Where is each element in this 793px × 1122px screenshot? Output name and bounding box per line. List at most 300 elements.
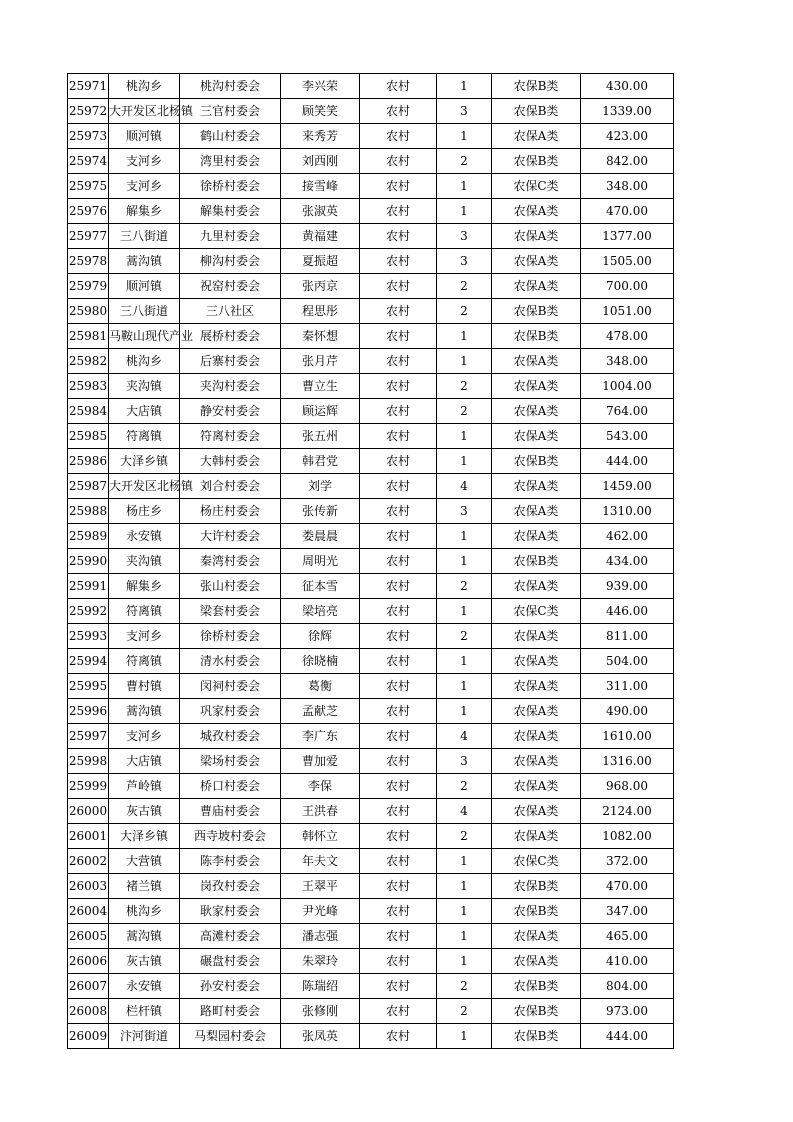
amount-cell: 372.00 — [581, 849, 674, 874]
record-id-cell: 25991 — [68, 574, 109, 599]
person-name-cell: 徐晓楠 — [281, 649, 360, 674]
table-body — [68, 74, 674, 1049]
category-cell: 农保B类 — [492, 549, 581, 574]
record-id-cell: 26005 — [68, 924, 109, 949]
category-cell: 农保A类 — [492, 224, 581, 249]
table-row — [68, 524, 674, 549]
residence-type-cell: 农村 — [360, 874, 437, 899]
village-committee-cell: 曹庙村委会 — [180, 799, 281, 824]
table-row — [68, 899, 674, 924]
person-name-cell: 梁培亮 — [281, 599, 360, 624]
person-name-cell: 程思彤 — [281, 299, 360, 324]
village-committee-cell: 梁场村委会 — [180, 749, 281, 774]
amount-cell: 1310.00 — [581, 499, 674, 524]
residence-type-cell: 农村 — [360, 324, 437, 349]
township-cell: 支河乡 — [109, 624, 180, 649]
amount-cell: 1004.00 — [581, 374, 674, 399]
residence-type-cell: 农村 — [360, 74, 437, 99]
amount-cell: 311.00 — [581, 674, 674, 699]
residence-type-cell: 农村 — [360, 824, 437, 849]
person-name-cell: 葛衡 — [281, 674, 360, 699]
record-id-cell: 25998 — [68, 749, 109, 774]
household-count-cell: 3 — [437, 99, 492, 124]
table-row — [68, 749, 674, 774]
amount-cell: 764.00 — [581, 399, 674, 424]
record-id-cell: 25974 — [68, 149, 109, 174]
residence-type-cell: 农村 — [360, 199, 437, 224]
record-id-cell: 26004 — [68, 899, 109, 924]
category-cell: 农保C类 — [492, 599, 581, 624]
household-count-cell: 1 — [437, 874, 492, 899]
category-cell: 农保B类 — [492, 149, 581, 174]
amount-cell: 410.00 — [581, 949, 674, 974]
record-id-cell: 25986 — [68, 449, 109, 474]
record-id-cell: 25977 — [68, 224, 109, 249]
category-cell: 农保B类 — [492, 324, 581, 349]
person-name-cell: 韩怀立 — [281, 824, 360, 849]
person-name-cell: 王洪春 — [281, 799, 360, 824]
category-cell: 农保A类 — [492, 949, 581, 974]
household-count-cell: 1 — [437, 199, 492, 224]
person-name-cell: 王翠平 — [281, 874, 360, 899]
amount-cell: 434.00 — [581, 549, 674, 574]
record-id-cell: 26006 — [68, 949, 109, 974]
table-row — [68, 999, 674, 1024]
record-id-cell: 25979 — [68, 274, 109, 299]
amount-cell: 804.00 — [581, 974, 674, 999]
village-committee-cell: 巩家村委会 — [180, 699, 281, 724]
residence-type-cell: 农村 — [360, 449, 437, 474]
person-name-cell: 曹加爱 — [281, 749, 360, 774]
table-row — [68, 274, 674, 299]
category-cell: 农保B类 — [492, 899, 581, 924]
table-row — [68, 324, 674, 349]
table-row — [68, 474, 674, 499]
residence-type-cell: 农村 — [360, 599, 437, 624]
amount-cell: 444.00 — [581, 1024, 674, 1049]
table-row — [68, 824, 674, 849]
village-committee-cell: 祝窑村委会 — [180, 274, 281, 299]
township-cell: 褚兰镇 — [109, 874, 180, 899]
category-cell: 农保B类 — [492, 999, 581, 1024]
amount-cell: 1459.00 — [581, 474, 674, 499]
household-count-cell: 2 — [437, 624, 492, 649]
amount-cell: 430.00 — [581, 74, 674, 99]
category-cell: 农保A类 — [492, 424, 581, 449]
person-name-cell: 张传新 — [281, 499, 360, 524]
amount-cell: 973.00 — [581, 999, 674, 1024]
category-cell: 农保A类 — [492, 349, 581, 374]
township-cell: 大店镇 — [109, 749, 180, 774]
person-name-cell: 徐辉 — [281, 624, 360, 649]
household-count-cell: 2 — [437, 974, 492, 999]
village-committee-cell: 碾盘村委会 — [180, 949, 281, 974]
record-id-cell: 25985 — [68, 424, 109, 449]
person-name-cell: 征本雪 — [281, 574, 360, 599]
record-id-cell: 25976 — [68, 199, 109, 224]
record-id-cell: 25992 — [68, 599, 109, 624]
township-cell: 马鞍山现代产业 — [109, 324, 180, 349]
person-name-cell: 秦怀想 — [281, 324, 360, 349]
township-cell: 支河乡 — [109, 149, 180, 174]
table-row — [68, 724, 674, 749]
township-cell: 蒿沟镇 — [109, 924, 180, 949]
category-cell: 农保B类 — [492, 974, 581, 999]
record-id-cell: 26001 — [68, 824, 109, 849]
table-row — [68, 774, 674, 799]
table-row — [68, 124, 674, 149]
residence-type-cell: 农村 — [360, 949, 437, 974]
table-row — [68, 949, 674, 974]
person-name-cell: 黄福建 — [281, 224, 360, 249]
residence-type-cell: 农村 — [360, 224, 437, 249]
household-count-cell: 4 — [437, 799, 492, 824]
residence-type-cell: 农村 — [360, 524, 437, 549]
table-row — [68, 699, 674, 724]
township-cell: 符离镇 — [109, 424, 180, 449]
table-row — [68, 1024, 674, 1049]
record-id-cell: 25981 — [68, 324, 109, 349]
category-cell: 农保A类 — [492, 749, 581, 774]
township-cell: 大泽乡镇 — [109, 824, 180, 849]
residence-type-cell: 农村 — [360, 974, 437, 999]
township-cell: 三八街道 — [109, 224, 180, 249]
person-name-cell: 李广东 — [281, 724, 360, 749]
residence-type-cell: 农村 — [360, 849, 437, 874]
category-cell: 农保B类 — [492, 1024, 581, 1049]
village-committee-cell: 桥口村委会 — [180, 774, 281, 799]
category-cell: 农保C类 — [492, 849, 581, 874]
household-count-cell: 2 — [437, 824, 492, 849]
household-count-cell: 1 — [437, 899, 492, 924]
residence-type-cell: 农村 — [360, 724, 437, 749]
household-count-cell: 2 — [437, 399, 492, 424]
household-count-cell: 1 — [437, 174, 492, 199]
amount-cell: 348.00 — [581, 349, 674, 374]
record-id-cell: 25994 — [68, 649, 109, 674]
person-name-cell: 来秀芳 — [281, 124, 360, 149]
category-cell: 农保A类 — [492, 724, 581, 749]
record-id-cell: 25997 — [68, 724, 109, 749]
table-row — [68, 799, 674, 824]
village-committee-cell: 徐桥村委会 — [180, 174, 281, 199]
table-row — [68, 649, 674, 674]
township-cell: 芦岭镇 — [109, 774, 180, 799]
record-id-cell: 26003 — [68, 874, 109, 899]
person-name-cell: 张丙京 — [281, 274, 360, 299]
record-id-cell: 25982 — [68, 349, 109, 374]
amount-cell: 348.00 — [581, 174, 674, 199]
person-name-cell: 娄晨晨 — [281, 524, 360, 549]
category-cell: 农保A类 — [492, 924, 581, 949]
person-name-cell: 年夫文 — [281, 849, 360, 874]
amount-cell: 842.00 — [581, 149, 674, 174]
residence-type-cell: 农村 — [360, 924, 437, 949]
residence-type-cell: 农村 — [360, 174, 437, 199]
village-committee-cell: 三八社区 — [180, 299, 281, 324]
household-count-cell: 1 — [437, 849, 492, 874]
household-count-cell: 1 — [437, 1024, 492, 1049]
category-cell: 农保A类 — [492, 124, 581, 149]
category-cell: 农保A类 — [492, 824, 581, 849]
township-cell: 桃沟乡 — [109, 74, 180, 99]
category-cell: 农保B类 — [492, 874, 581, 899]
amount-cell: 939.00 — [581, 574, 674, 599]
residence-type-cell: 农村 — [360, 749, 437, 774]
record-id-cell: 25987 — [68, 474, 109, 499]
amount-cell: 968.00 — [581, 774, 674, 799]
table-row — [68, 674, 674, 699]
category-cell: 农保A类 — [492, 199, 581, 224]
amount-cell: 423.00 — [581, 124, 674, 149]
residence-type-cell: 农村 — [360, 624, 437, 649]
record-id-cell: 26009 — [68, 1024, 109, 1049]
person-name-cell: 曹立生 — [281, 374, 360, 399]
village-committee-cell: 后寨村委会 — [180, 349, 281, 374]
village-committee-cell: 路町村委会 — [180, 999, 281, 1024]
table-row — [68, 599, 674, 624]
township-cell: 灰古镇 — [109, 949, 180, 974]
category-cell: 农保A类 — [492, 774, 581, 799]
household-count-cell: 1 — [437, 949, 492, 974]
residence-type-cell: 农村 — [360, 549, 437, 574]
township-cell: 支河乡 — [109, 724, 180, 749]
residence-type-cell: 农村 — [360, 99, 437, 124]
household-count-cell: 1 — [437, 324, 492, 349]
person-name-cell: 尹光峰 — [281, 899, 360, 924]
person-name-cell: 顾笑笑 — [281, 99, 360, 124]
amount-cell: 1051.00 — [581, 299, 674, 324]
township-cell: 符离镇 — [109, 599, 180, 624]
residence-type-cell: 农村 — [360, 699, 437, 724]
table-row — [68, 249, 674, 274]
residence-type-cell: 农村 — [360, 799, 437, 824]
household-count-cell: 1 — [437, 124, 492, 149]
township-cell: 符离镇 — [109, 649, 180, 674]
township-cell: 解集乡 — [109, 574, 180, 599]
record-id-cell: 25973 — [68, 124, 109, 149]
record-id-cell: 25990 — [68, 549, 109, 574]
household-count-cell: 1 — [437, 649, 492, 674]
village-committee-cell: 九里村委会 — [180, 224, 281, 249]
category-cell: 农保A类 — [492, 274, 581, 299]
record-id-cell: 25983 — [68, 374, 109, 399]
record-id-cell: 26007 — [68, 974, 109, 999]
category-cell: 农保A类 — [492, 574, 581, 599]
household-count-cell: 1 — [437, 74, 492, 99]
table-row — [68, 974, 674, 999]
amount-cell: 1377.00 — [581, 224, 674, 249]
household-count-cell: 1 — [437, 674, 492, 699]
record-id-cell: 25972 — [68, 99, 109, 124]
village-committee-cell: 城孜村委会 — [180, 724, 281, 749]
category-cell: 农保A类 — [492, 399, 581, 424]
category-cell: 农保C类 — [492, 174, 581, 199]
township-cell: 夹沟镇 — [109, 374, 180, 399]
village-committee-cell: 鹤山村委会 — [180, 124, 281, 149]
table-row — [68, 174, 674, 199]
household-count-cell: 1 — [437, 924, 492, 949]
village-committee-cell: 杨庄村委会 — [180, 499, 281, 524]
person-name-cell: 潘志强 — [281, 924, 360, 949]
village-committee-cell: 西寺坡村委会 — [180, 824, 281, 849]
residence-type-cell: 农村 — [360, 674, 437, 699]
person-name-cell: 张凤英 — [281, 1024, 360, 1049]
category-cell: 农保A类 — [492, 474, 581, 499]
table-row — [68, 224, 674, 249]
village-committee-cell: 梁套村委会 — [180, 599, 281, 624]
category-cell: 农保B类 — [492, 449, 581, 474]
amount-cell: 2124.00 — [581, 799, 674, 824]
table-row — [68, 624, 674, 649]
township-cell: 永安镇 — [109, 974, 180, 999]
person-name-cell: 陈瑞绍 — [281, 974, 360, 999]
amount-cell: 446.00 — [581, 599, 674, 624]
record-id-cell: 25995 — [68, 674, 109, 699]
residence-type-cell: 农村 — [360, 149, 437, 174]
amount-cell: 1505.00 — [581, 249, 674, 274]
person-name-cell: 孟献芝 — [281, 699, 360, 724]
category-cell: 农保A类 — [492, 799, 581, 824]
amount-cell: 1316.00 — [581, 749, 674, 774]
township-cell: 桃沟乡 — [109, 349, 180, 374]
household-count-cell: 1 — [437, 424, 492, 449]
township-cell: 大店镇 — [109, 399, 180, 424]
residence-type-cell: 农村 — [360, 649, 437, 674]
table-row — [68, 924, 674, 949]
household-count-cell: 3 — [437, 499, 492, 524]
residence-type-cell: 农村 — [360, 424, 437, 449]
household-count-cell: 3 — [437, 249, 492, 274]
household-count-cell: 1 — [437, 449, 492, 474]
category-cell: 农保A类 — [492, 499, 581, 524]
person-name-cell: 周明光 — [281, 549, 360, 574]
table-row — [68, 574, 674, 599]
township-cell: 杨庄乡 — [109, 499, 180, 524]
person-name-cell: 韩君党 — [281, 449, 360, 474]
person-name-cell: 李兴荣 — [281, 74, 360, 99]
amount-cell: 465.00 — [581, 924, 674, 949]
residence-type-cell: 农村 — [360, 349, 437, 374]
record-id-cell: 25999 — [68, 774, 109, 799]
table-row — [68, 374, 674, 399]
category-cell: 农保A类 — [492, 374, 581, 399]
household-count-cell: 1 — [437, 349, 492, 374]
table-row — [68, 199, 674, 224]
village-committee-cell: 闵祠村委会 — [180, 674, 281, 699]
record-id-cell: 26008 — [68, 999, 109, 1024]
township-cell: 夹沟镇 — [109, 549, 180, 574]
amount-cell: 504.00 — [581, 649, 674, 674]
township-cell: 顺河镇 — [109, 274, 180, 299]
person-name-cell: 张修刚 — [281, 999, 360, 1024]
residence-type-cell: 农村 — [360, 899, 437, 924]
category-cell: 农保B类 — [492, 299, 581, 324]
residence-type-cell: 农村 — [360, 574, 437, 599]
table-row — [68, 549, 674, 574]
township-cell: 灰古镇 — [109, 799, 180, 824]
category-cell: 农保A类 — [492, 249, 581, 274]
village-committee-cell: 刘合村委会 — [180, 474, 281, 499]
village-committee-cell: 耿家村委会 — [180, 899, 281, 924]
table-row — [68, 399, 674, 424]
township-cell: 汴河街道 — [109, 1024, 180, 1049]
village-committee-cell: 夹沟村委会 — [180, 374, 281, 399]
residence-type-cell: 农村 — [360, 299, 437, 324]
village-committee-cell: 静安村委会 — [180, 399, 281, 424]
residence-type-cell: 农村 — [360, 499, 437, 524]
record-id-cell: 26000 — [68, 799, 109, 824]
township-cell: 桃沟乡 — [109, 899, 180, 924]
township-cell: 曹村镇 — [109, 674, 180, 699]
household-count-cell: 2 — [437, 999, 492, 1024]
person-name-cell: 张淑英 — [281, 199, 360, 224]
record-id-cell: 25984 — [68, 399, 109, 424]
village-committee-cell: 三官村委会 — [180, 99, 281, 124]
village-committee-cell: 陈李村委会 — [180, 849, 281, 874]
household-count-cell: 2 — [437, 149, 492, 174]
table-row — [68, 449, 674, 474]
amount-cell: 1339.00 — [581, 99, 674, 124]
village-committee-cell: 湾里村委会 — [180, 149, 281, 174]
category-cell: 农保B类 — [492, 99, 581, 124]
village-committee-cell: 大韩村委会 — [180, 449, 281, 474]
amount-cell: 1082.00 — [581, 824, 674, 849]
person-name-cell: 接雪峰 — [281, 174, 360, 199]
amount-cell: 490.00 — [581, 699, 674, 724]
village-committee-cell: 清水村委会 — [180, 649, 281, 674]
household-count-cell: 2 — [437, 274, 492, 299]
record-id-cell: 25996 — [68, 699, 109, 724]
township-cell: 永安镇 — [109, 524, 180, 549]
township-cell: 大营镇 — [109, 849, 180, 874]
household-count-cell: 1 — [437, 524, 492, 549]
village-committee-cell: 柳沟村委会 — [180, 249, 281, 274]
township-cell: 栏杆镇 — [109, 999, 180, 1024]
amount-cell: 347.00 — [581, 899, 674, 924]
table-row — [68, 849, 674, 874]
household-count-cell: 4 — [437, 474, 492, 499]
village-committee-cell: 大许村委会 — [180, 524, 281, 549]
person-name-cell: 朱翠玲 — [281, 949, 360, 974]
residence-type-cell: 农村 — [360, 999, 437, 1024]
village-committee-cell: 符离村委会 — [180, 424, 281, 449]
category-cell: 农保A类 — [492, 524, 581, 549]
village-committee-cell: 徐桥村委会 — [180, 624, 281, 649]
person-name-cell: 张月芹 — [281, 349, 360, 374]
village-committee-cell: 孙安村委会 — [180, 974, 281, 999]
person-name-cell: 夏振超 — [281, 249, 360, 274]
record-id-cell: 25989 — [68, 524, 109, 549]
record-id-cell: 25975 — [68, 174, 109, 199]
category-cell: 农保B类 — [492, 74, 581, 99]
township-cell: 蒿沟镇 — [109, 249, 180, 274]
table-row — [68, 99, 674, 124]
amount-cell: 462.00 — [581, 524, 674, 549]
category-cell: 农保A类 — [492, 699, 581, 724]
township-cell: 蒿沟镇 — [109, 699, 180, 724]
household-count-cell: 2 — [437, 299, 492, 324]
household-count-cell: 2 — [437, 574, 492, 599]
table-row — [68, 349, 674, 374]
record-id-cell: 25971 — [68, 74, 109, 99]
person-name-cell: 顾运辉 — [281, 399, 360, 424]
village-committee-cell: 桃沟村委会 — [180, 74, 281, 99]
residence-type-cell: 农村 — [360, 249, 437, 274]
person-name-cell: 李保 — [281, 774, 360, 799]
person-name-cell: 张五州 — [281, 424, 360, 449]
village-committee-cell: 岗孜村委会 — [180, 874, 281, 899]
